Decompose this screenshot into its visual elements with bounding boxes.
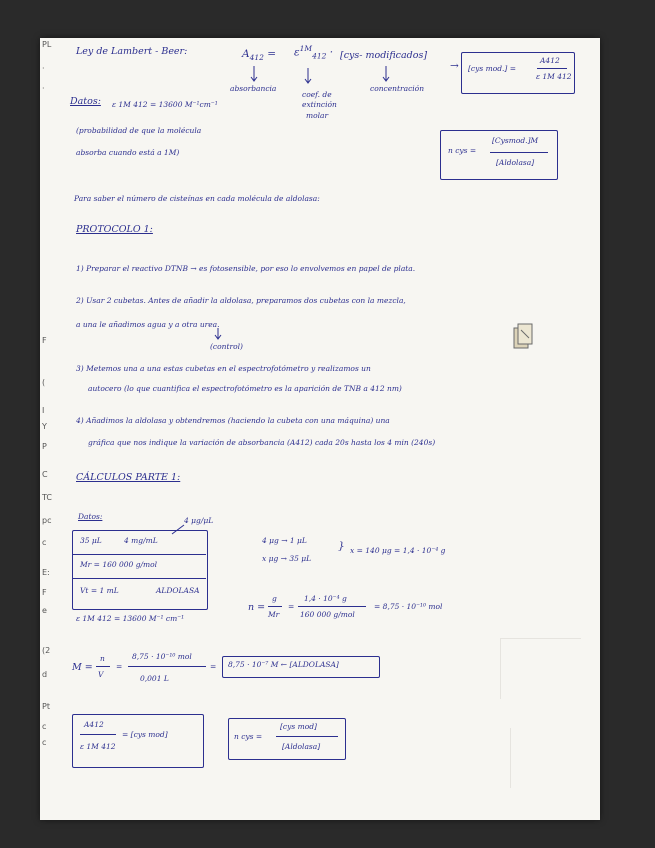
n-frac-den: Mr (268, 610, 280, 619)
down-arrow (250, 66, 260, 86)
protocol-step-2a: 2) Usar 2 cubetas. Antes de añadir la aldolasa, preparamos dos cubetas con la mezcla, (76, 296, 406, 305)
rearranged-den: ε 1M 412 (536, 72, 572, 81)
ncys-lhs: n cys = (448, 146, 477, 155)
M-eq2: = (210, 662, 217, 671)
margin-fragment: C (42, 470, 48, 479)
M-val-den: 0,001 L (140, 674, 169, 683)
ncys-den: [Aldolasa] (496, 158, 535, 167)
protocolo-title: PROTOCOLO 1: (76, 224, 153, 235)
margin-fragment: c (42, 722, 47, 731)
label-concentracion: concentración (370, 84, 425, 93)
margin-fragment: I (42, 406, 45, 415)
fraction-bar (128, 666, 206, 667)
M-val-num: 8,75 · 10⁻¹⁰ mol (132, 652, 192, 661)
margin-fragment: d (42, 670, 48, 679)
show-through (510, 728, 581, 788)
M-lhs: M = (72, 662, 93, 673)
label-coef-1: coef. de (302, 90, 332, 99)
protocol-step-3a: 3) Metemos una a una estas cubetas en el espectrofotómetro y realizamos un (76, 364, 371, 373)
margin-fragment: Y (42, 422, 47, 431)
label-coef-2: extinción (302, 100, 337, 109)
margin-fragment: Pt (42, 702, 50, 711)
margin-fragment: E: (42, 568, 50, 577)
datos-mr: Mr = 160 000 g/mol (80, 560, 158, 569)
fraction-bar (96, 666, 110, 667)
note-line-1: (probabilidad de que la molécula (76, 126, 202, 135)
margin-fragment: pc (42, 516, 52, 525)
margin-fragment: (2 (42, 646, 51, 655)
n-result: = 8,75 · 10⁻¹⁰ mol (374, 602, 443, 611)
M-frac-den: V (98, 670, 104, 679)
margin-fragment: c (42, 738, 47, 747)
margin-fragment: PL (42, 40, 52, 49)
notebook-page (40, 38, 600, 820)
margin-fragment: P (42, 442, 47, 451)
annotation: 4 μg/μL (184, 516, 214, 525)
datos-volume: 35 μL (80, 536, 102, 545)
proportion-2: x μg → 35 μL (262, 554, 312, 563)
M-result: 8,75 · 10⁻⁷ M ← [ALDOLASA] (228, 660, 339, 669)
datos-aldolasa: ALDOLASA (156, 586, 200, 595)
fraction-bar (80, 734, 116, 735)
note-line-2: absorba cuando está a 1M) (76, 148, 180, 157)
n-val-den: 160 000 g/mol (300, 610, 355, 619)
final-frac-num: A412 (84, 720, 104, 729)
margin-fragment: c (42, 538, 47, 547)
n-frac-num: g (272, 594, 277, 603)
margin-fragment: TC (42, 493, 53, 502)
final-frac-den: ε 1M 412 (80, 742, 116, 751)
datos-label: Datos: (70, 96, 101, 107)
final-ncys-lhs: n cys = (234, 732, 263, 741)
cuvette-icon (510, 322, 540, 352)
show-through (500, 638, 581, 699)
down-arrow (304, 68, 314, 88)
proportion-result: x = 140 μg = 1,4 · 10⁻⁴ g (350, 546, 446, 555)
n-val-num: 1,4 · 10⁻⁴ g (304, 594, 347, 603)
margin-fragment: F (42, 336, 47, 345)
calc-datos-label: Datos: (78, 512, 103, 521)
law-title: Ley de Lambert - Beer: (76, 46, 188, 57)
margin-fragment: · (42, 64, 45, 73)
margin-bleed (40, 38, 54, 820)
protocol-step-2b: a una le añadimos agua y a otra urea. (76, 320, 220, 329)
protocol-step-3b: autocero (lo que cuantifica el espectrofotómetro es la aparición de TNB a 412 nm) (88, 384, 402, 393)
label-coef-3: molar (306, 111, 329, 120)
formula-lhs: $A_{412}$ = (242, 48, 277, 63)
formula-concentration: [cys- modificados] (340, 50, 428, 61)
rearranged-num: A412 (540, 56, 560, 65)
margin-fragment: e (42, 606, 47, 615)
M-frac-num: n (100, 654, 105, 663)
protocol-step-1: 1) Preparar el reactivo DTNB → es fotosensible, por eso lo envolvemos en papel de plata. (76, 264, 416, 273)
n-eq: = (288, 602, 295, 611)
epsilon-value: ε 1M 412 = 13600 M⁻¹cm⁻¹ (112, 100, 218, 109)
epsilon-line: ε 1M 412 = 13600 M⁻¹ cm⁻¹ (76, 614, 185, 623)
fraction-bar (298, 606, 366, 607)
margin-fragment: F (42, 588, 47, 597)
box-divider (72, 578, 206, 579)
fraction-bar (268, 606, 282, 607)
brace: } (338, 540, 345, 552)
label-absorbancia: absorbancia (230, 84, 277, 93)
proportion-1: 4 μg → 1 μL (262, 536, 307, 545)
fraction-bar (490, 152, 548, 153)
M-eq: = (116, 662, 123, 671)
rearranged-lhs: [cys mod.] = (468, 64, 517, 73)
fraction-bar (276, 736, 338, 737)
datos-vt: Vt = 1 mL (80, 586, 119, 595)
calculos-title: CÁLCULOS PARTE 1: (76, 472, 181, 483)
formula-epsilon: $\varepsilon^{1M}_{412}$ · (294, 44, 334, 61)
n-lhs: n = (248, 602, 266, 613)
protocol-step-4a: 4) Añadimos la aldolasa y obtendremos (haciendo la cubeta con una máquina) una (76, 416, 390, 425)
down-arrow (382, 66, 392, 86)
intro-text: Para saber el número de cisteínas en cada molécula de aldolasa: (74, 194, 320, 203)
ncys-num: [Cysmod.]M (492, 136, 539, 145)
right-arrow: → (450, 60, 459, 72)
down-arrow (214, 328, 224, 342)
margin-fragment: ( (42, 378, 46, 387)
final-ncys-den: [Aldolasa] (282, 742, 321, 751)
final-ncys-num: [cys mod] (280, 722, 317, 731)
fraction-bar (537, 68, 567, 69)
margin-fragment: · (42, 84, 45, 93)
protocol-step-2c: (control) (210, 342, 243, 351)
datos-concentration: 4 mg/mL (124, 536, 158, 545)
box-divider (72, 554, 206, 555)
protocol-step-4b: gráfica que nos indique la variación de absorbancia (A412) cada 20s hasta los 4 min (240s) (88, 438, 436, 447)
final-eq: = [cys mod] (122, 730, 168, 739)
